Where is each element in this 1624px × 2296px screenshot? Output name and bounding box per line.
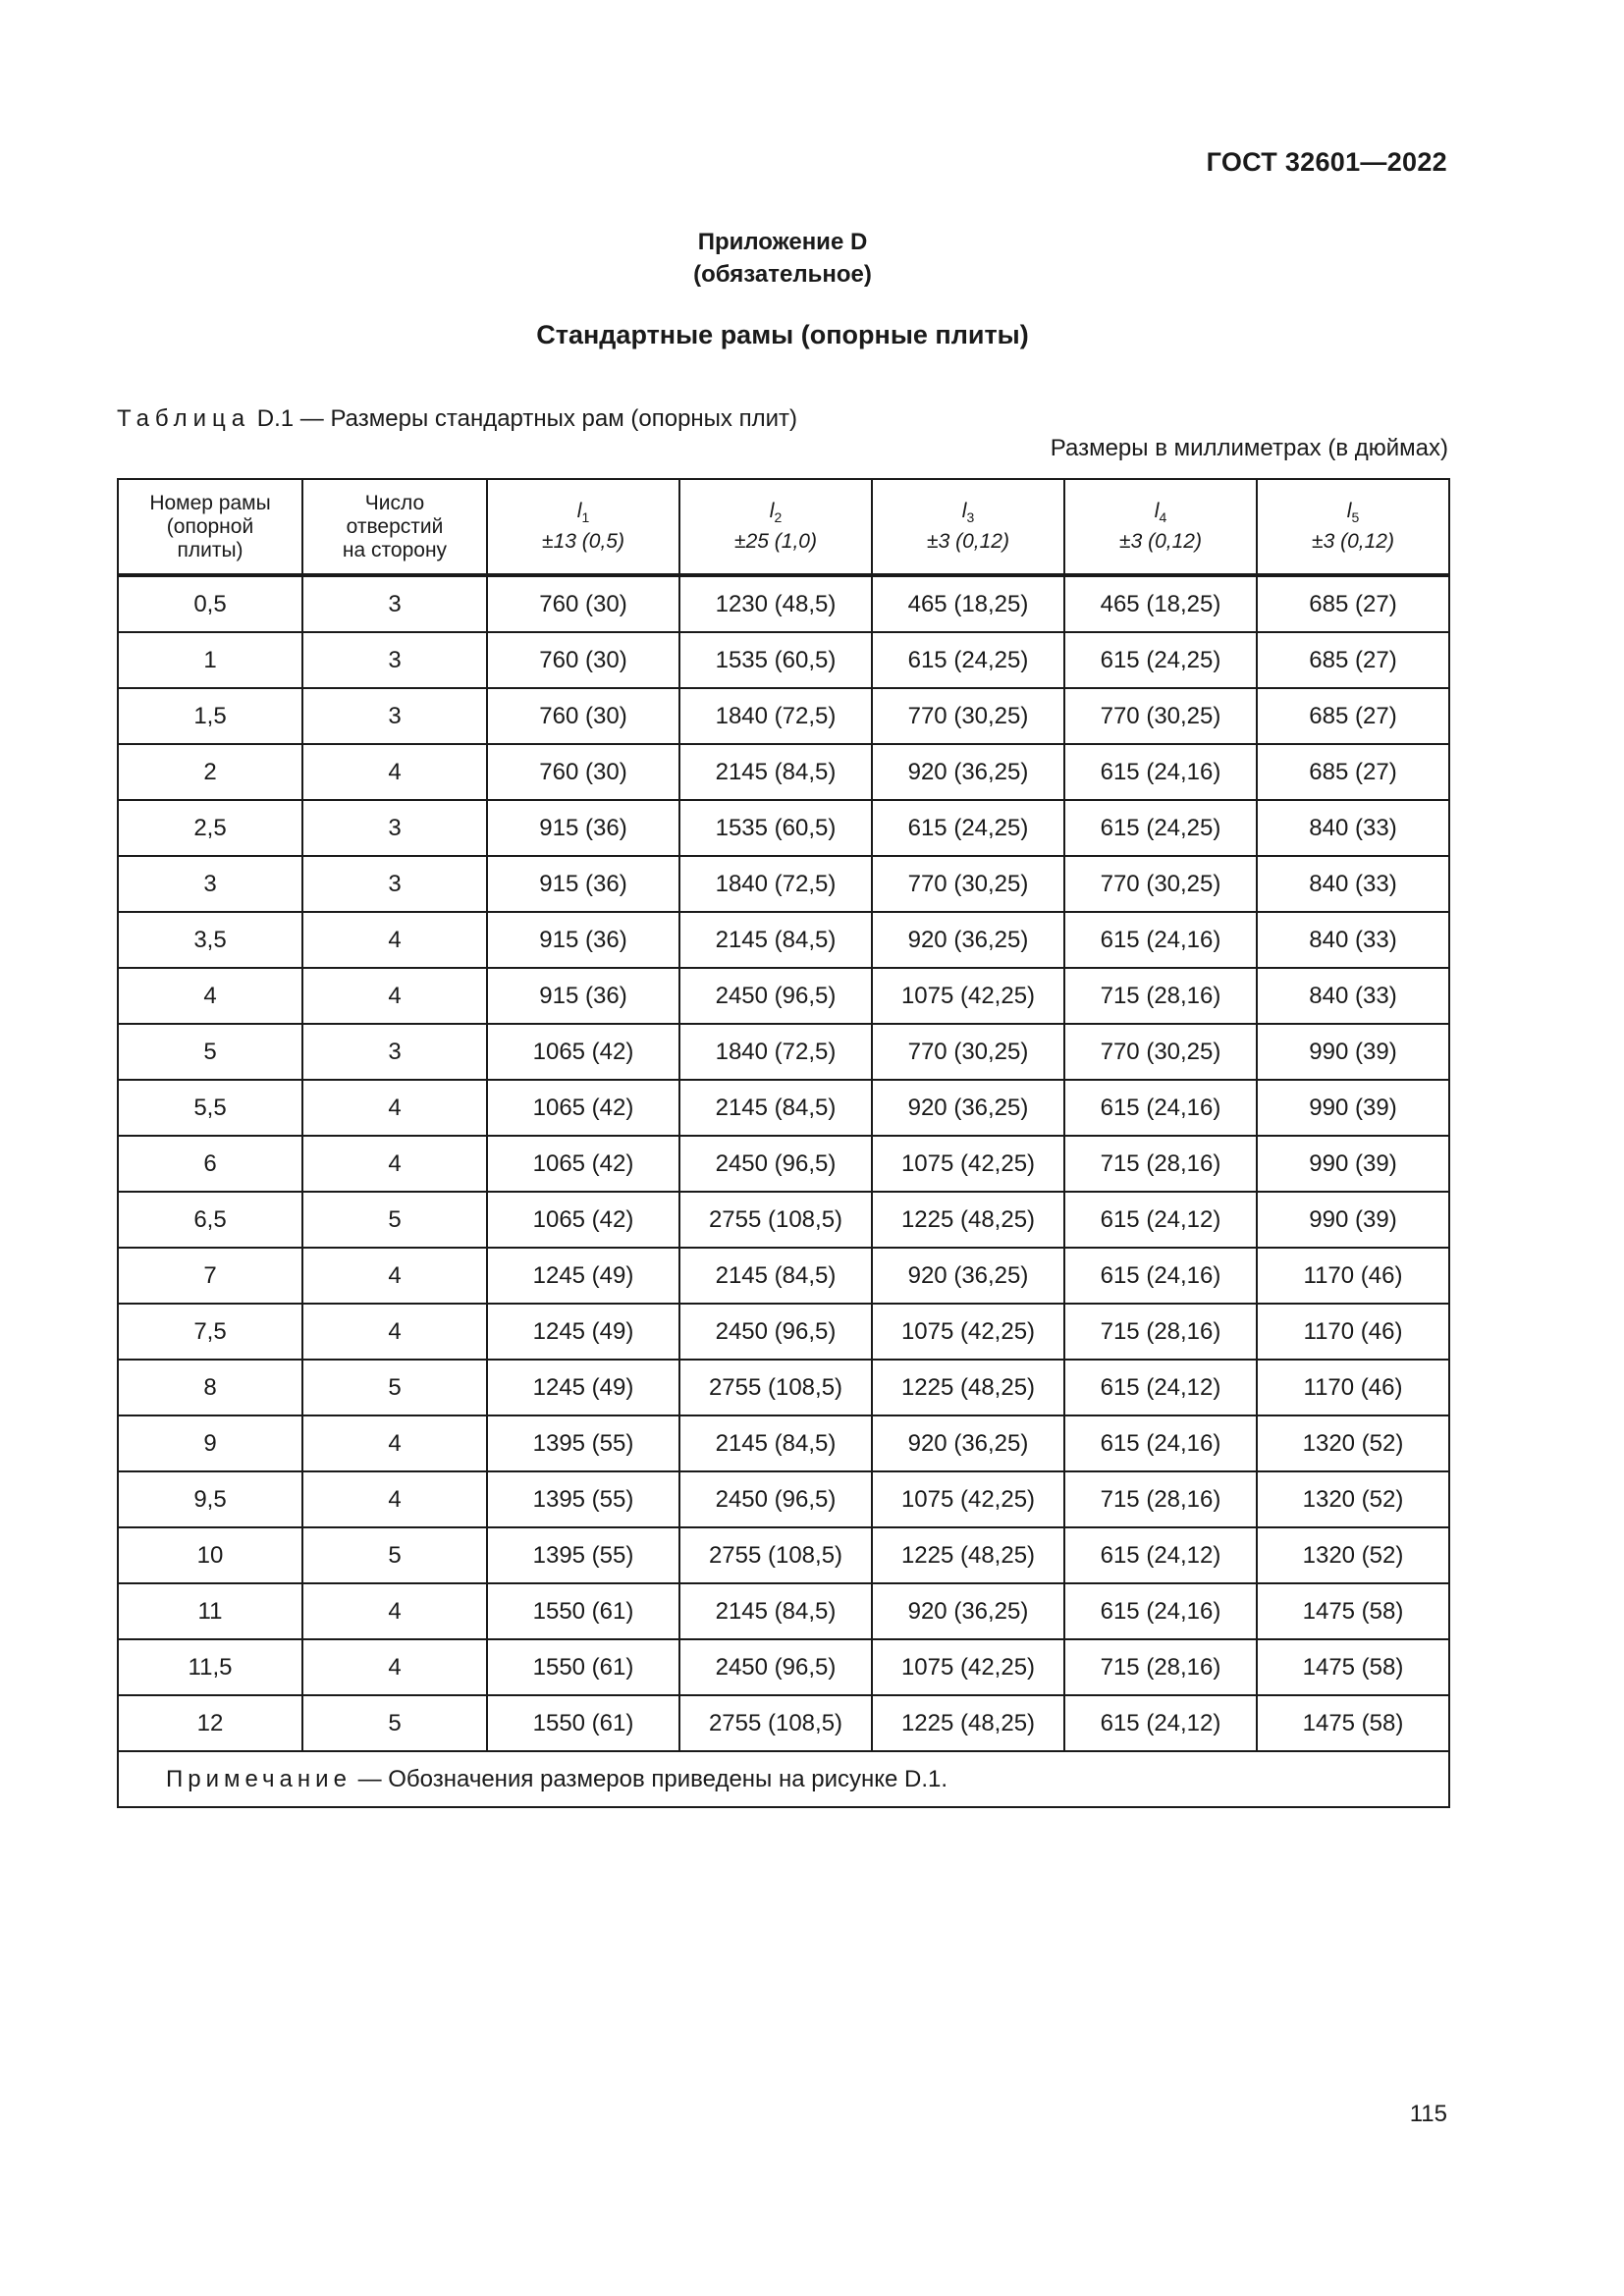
- section-title: Стандартные рамы (опорные плиты): [536, 320, 1029, 349]
- table-cell: 1075 (42,25): [872, 1639, 1064, 1695]
- table-cell: 840 (33): [1257, 856, 1449, 912]
- table-cell: 12: [118, 1695, 302, 1751]
- column-header-3: [487, 479, 679, 575]
- table-cell: 920 (36,25): [872, 1415, 1064, 1471]
- table-row: [118, 1639, 1449, 1695]
- table-cell: 920 (36,25): [872, 744, 1064, 800]
- dimension-tolerance: ±3 (0,12): [1119, 529, 1202, 553]
- table-cell: 4: [302, 1415, 487, 1471]
- table-cell: 1245 (49): [487, 1360, 679, 1415]
- table-cell: 920 (36,25): [872, 912, 1064, 968]
- column-header-4: [679, 479, 872, 575]
- table-cell: 2145 (84,5): [679, 744, 872, 800]
- table-row: [118, 1471, 1449, 1527]
- column-header-line: на сторону: [342, 538, 448, 561]
- table-cell: 1225 (48,25): [872, 1360, 1064, 1415]
- table-cell: 615 (24,16): [1064, 1248, 1257, 1304]
- table-cell: 615 (24,25): [872, 632, 1064, 688]
- table-cell: 2755 (108,5): [679, 1192, 872, 1248]
- table-cell: 0,5: [118, 575, 302, 632]
- table-cell: 615 (24,16): [1064, 1415, 1257, 1471]
- table-cell: 1075 (42,25): [872, 1304, 1064, 1360]
- table-cell: 715 (28,16): [1064, 1304, 1257, 1360]
- table-cell: 685 (27): [1257, 688, 1449, 744]
- units-note: Размеры в миллиметрах (в дюймах): [1050, 435, 1448, 461]
- table-cell: 1535 (60,5): [679, 800, 872, 856]
- table-cell: 3: [118, 856, 302, 912]
- document-code: ГОСТ 32601—2022: [1206, 147, 1447, 177]
- table-cell: 5: [118, 1024, 302, 1080]
- table-cell: 760 (30): [487, 688, 679, 744]
- table-cell: 1550 (61): [487, 1639, 679, 1695]
- table-cell: 990 (39): [1257, 1080, 1449, 1136]
- table-row: [118, 1583, 1449, 1639]
- table-cell: 615 (24,16): [1064, 1583, 1257, 1639]
- table-cell: 1: [118, 632, 302, 688]
- table-cell: 1170 (46): [1257, 1304, 1449, 1360]
- page-number: 115: [1409, 2101, 1447, 2127]
- dimension-symbol: [1065, 500, 1256, 529]
- table-cell: 990 (39): [1257, 1136, 1449, 1192]
- dimension-symbol: [873, 500, 1063, 529]
- table-cell: 1535 (60,5): [679, 632, 872, 688]
- table-cell: 1840 (72,5): [679, 856, 872, 912]
- table-cell: 1475 (58): [1257, 1583, 1449, 1639]
- table-cell: 3,5: [118, 912, 302, 968]
- table-cell: 3: [302, 856, 487, 912]
- table-cell: 770 (30,25): [872, 688, 1064, 744]
- table-cell: 4: [302, 1136, 487, 1192]
- table-cell: 760 (30): [487, 632, 679, 688]
- table-cell: 1225 (48,25): [872, 1527, 1064, 1583]
- column-header-line: (опорной: [166, 514, 254, 538]
- table-cell: 1225 (48,25): [872, 1695, 1064, 1751]
- dimension-symbol: [488, 500, 678, 529]
- table-row: [118, 1248, 1449, 1304]
- table-row: [118, 800, 1449, 856]
- table-cell: 2450 (96,5): [679, 968, 872, 1024]
- table-cell: 920 (36,25): [872, 1583, 1064, 1639]
- table-row: [118, 1136, 1449, 1192]
- table-header: [118, 479, 1449, 575]
- table-cell: 615 (24,25): [1064, 800, 1257, 856]
- column-header-5: [872, 479, 1064, 575]
- table-cell: 920 (36,25): [872, 1248, 1064, 1304]
- table-cell: 7: [118, 1248, 302, 1304]
- table-cell: 760 (30): [487, 575, 679, 632]
- appendix-status: (обязательное): [693, 261, 872, 288]
- table-cell: 2145 (84,5): [679, 1248, 872, 1304]
- table-cell: 5: [302, 1360, 487, 1415]
- table-caption: [117, 405, 797, 433]
- table-cell: 1245 (49): [487, 1304, 679, 1360]
- table-cell: 1320 (52): [1257, 1527, 1449, 1583]
- note-row: [118, 1751, 1449, 1807]
- table-cell: 1840 (72,5): [679, 1024, 872, 1080]
- table-cell: 4: [302, 912, 487, 968]
- column-header-line: отверстий: [346, 514, 444, 538]
- appendix-title: [0, 226, 1565, 291]
- table-cell: 2145 (84,5): [679, 1583, 872, 1639]
- table-row: [118, 912, 1449, 968]
- table-cell: 715 (28,16): [1064, 1136, 1257, 1192]
- table-cell: 3: [302, 632, 487, 688]
- dimension-symbol: [680, 500, 871, 529]
- table-cell: 5: [302, 1695, 487, 1751]
- table-cell: 685 (27): [1257, 575, 1449, 632]
- table-cell: 915 (36): [487, 800, 679, 856]
- table-cell: 840 (33): [1257, 800, 1449, 856]
- table-cell: 1245 (49): [487, 1248, 679, 1304]
- table-cell: 3: [302, 1024, 487, 1080]
- dimension-tolerance: ±3 (0,12): [1312, 529, 1394, 553]
- column-header-7: [1257, 479, 1449, 575]
- table-cell: 840 (33): [1257, 912, 1449, 968]
- table-row: [118, 1304, 1449, 1360]
- table-cell: 2: [118, 744, 302, 800]
- table-cell: 2145 (84,5): [679, 1415, 872, 1471]
- table-cell: 2450 (96,5): [679, 1136, 872, 1192]
- dimension-symbol-letter: l: [1346, 500, 1352, 523]
- table-cell: 770 (30,25): [1064, 688, 1257, 744]
- table-cell: 4: [302, 1471, 487, 1527]
- table-body: [118, 575, 1449, 1751]
- dimension-symbol-letter: l: [576, 500, 582, 523]
- column-header-line: Число: [364, 491, 425, 514]
- table-cell: 1170 (46): [1257, 1248, 1449, 1304]
- table-row: [118, 1360, 1449, 1415]
- table-cell: 770 (30,25): [872, 1024, 1064, 1080]
- table-row: [118, 1024, 1449, 1080]
- table-cell: 3: [302, 800, 487, 856]
- table-cell: 615 (24,12): [1064, 1695, 1257, 1751]
- table-cell: 2755 (108,5): [679, 1360, 872, 1415]
- table-row: [118, 688, 1449, 744]
- table-cell: 770 (30,25): [1064, 1024, 1257, 1080]
- table-cell: 915 (36): [487, 912, 679, 968]
- dimension-symbol-index: 3: [966, 509, 975, 526]
- table-row: [118, 744, 1449, 800]
- note-text: — Обозначения размеров приведены на рисунке D.1.: [357, 1765, 948, 1792]
- table-cell: 2450 (96,5): [679, 1639, 872, 1695]
- table-cell: 6: [118, 1136, 302, 1192]
- table-cell: 4: [302, 1583, 487, 1639]
- dimension-symbol-index: 1: [581, 509, 590, 526]
- table-caption-label: Таблица: [117, 405, 251, 432]
- table-cell: 3: [302, 688, 487, 744]
- table-cell: 2450 (96,5): [679, 1471, 872, 1527]
- table-cell: 465 (18,25): [872, 575, 1064, 632]
- table-cell: 2755 (108,5): [679, 1695, 872, 1751]
- table-cell: 1395 (55): [487, 1415, 679, 1471]
- table-cell: 685 (27): [1257, 632, 1449, 688]
- table-cell: 2,5: [118, 800, 302, 856]
- table-cell: 615 (24,12): [1064, 1360, 1257, 1415]
- table-cell: 2450 (96,5): [679, 1304, 872, 1360]
- table-cell: 465 (18,25): [1064, 575, 1257, 632]
- table-row: [118, 1695, 1449, 1751]
- table-cell: 770 (30,25): [1064, 856, 1257, 912]
- table-cell: 615 (24,12): [1064, 1192, 1257, 1248]
- column-header-2: [302, 479, 487, 575]
- table-cell: 9: [118, 1415, 302, 1471]
- table-cell: 3: [302, 575, 487, 632]
- table-cell: 11: [118, 1583, 302, 1639]
- table-cell: 10: [118, 1527, 302, 1583]
- frame-dimensions-table: [117, 478, 1450, 1808]
- column-header-6: [1064, 479, 1257, 575]
- table-cell: 1230 (48,5): [679, 575, 872, 632]
- table-cell: 715 (28,16): [1064, 1639, 1257, 1695]
- table-row: [118, 1527, 1449, 1583]
- table-row: [118, 575, 1449, 632]
- table-cell: 840 (33): [1257, 968, 1449, 1024]
- table-cell: 615 (24,16): [1064, 1080, 1257, 1136]
- table-row: [118, 968, 1449, 1024]
- table-cell: 990 (39): [1257, 1024, 1449, 1080]
- table-cell: 1065 (42): [487, 1136, 679, 1192]
- table-cell: 615 (24,16): [1064, 912, 1257, 968]
- table-cell: 685 (27): [1257, 744, 1449, 800]
- table-cell: 1320 (52): [1257, 1415, 1449, 1471]
- dimension-symbol-index: 5: [1351, 509, 1360, 526]
- table-cell: 2145 (84,5): [679, 1080, 872, 1136]
- table-cell: 5: [302, 1527, 487, 1583]
- table-cell: 615 (24,25): [1064, 632, 1257, 688]
- table-cell: 4: [302, 968, 487, 1024]
- table-cell: 11,5: [118, 1639, 302, 1695]
- table-row: [118, 856, 1449, 912]
- table-cell: 8: [118, 1360, 302, 1415]
- table-cell: 1075 (42,25): [872, 1136, 1064, 1192]
- table-cell: 990 (39): [1257, 1192, 1449, 1248]
- table-cell: 1065 (42): [487, 1192, 679, 1248]
- table-cell: 1840 (72,5): [679, 688, 872, 744]
- table-cell: 915 (36): [487, 968, 679, 1024]
- table-cell: 1475 (58): [1257, 1695, 1449, 1751]
- table-cell: 1065 (42): [487, 1080, 679, 1136]
- dimension-symbol-index: 2: [774, 509, 783, 526]
- table-cell: 615 (24,12): [1064, 1527, 1257, 1583]
- table-cell: 615 (24,16): [1064, 744, 1257, 800]
- header-row: [118, 479, 1449, 575]
- appendix-label: Приложение D: [697, 229, 868, 255]
- table-cell: 4: [302, 1080, 487, 1136]
- table-cell: 1320 (52): [1257, 1471, 1449, 1527]
- table-cell: 1395 (55): [487, 1527, 679, 1583]
- table-cell: 1075 (42,25): [872, 1471, 1064, 1527]
- column-header-1: [118, 479, 302, 575]
- note-label: Примечание: [166, 1765, 352, 1792]
- dimension-tolerance: ±3 (0,12): [927, 529, 1009, 553]
- table-cell: 5,5: [118, 1080, 302, 1136]
- table-cell: 715 (28,16): [1064, 1471, 1257, 1527]
- table-note: [118, 1751, 1449, 1807]
- column-header-line: плиты): [177, 538, 244, 561]
- column-header-line: Номер рамы: [149, 491, 271, 514]
- table-cell: 2145 (84,5): [679, 912, 872, 968]
- table-cell: 920 (36,25): [872, 1080, 1064, 1136]
- table-cell: 1475 (58): [1257, 1639, 1449, 1695]
- dimension-symbol: [1258, 500, 1448, 529]
- dimension-tolerance: ±25 (1,0): [734, 529, 817, 553]
- table-footer: [118, 1751, 1449, 1807]
- table-cell: 615 (24,25): [872, 800, 1064, 856]
- table-cell: 1395 (55): [487, 1471, 679, 1527]
- table-row: [118, 1080, 1449, 1136]
- table-cell: 715 (28,16): [1064, 968, 1257, 1024]
- table-cell: 5: [302, 1192, 487, 1248]
- dimension-symbol-letter: l: [961, 500, 967, 523]
- table-cell: 915 (36): [487, 856, 679, 912]
- dimension-symbol-letter: l: [769, 500, 775, 523]
- table-cell: 7,5: [118, 1304, 302, 1360]
- dimension-tolerance: ±13 (0,5): [542, 529, 624, 553]
- table-cell: 1075 (42,25): [872, 968, 1064, 1024]
- table-cell: 4: [302, 1304, 487, 1360]
- table-cell: 1225 (48,25): [872, 1192, 1064, 1248]
- table-cell: 4: [118, 968, 302, 1024]
- table-cell: 4: [302, 1639, 487, 1695]
- dimension-symbol-letter: l: [1154, 500, 1160, 523]
- table-cell: 6,5: [118, 1192, 302, 1248]
- table-cell: 770 (30,25): [872, 856, 1064, 912]
- table-cell: 2755 (108,5): [679, 1527, 872, 1583]
- table-cell: 1170 (46): [1257, 1360, 1449, 1415]
- table-cell: 4: [302, 1248, 487, 1304]
- table-cell: 1550 (61): [487, 1695, 679, 1751]
- table-caption-text: D.1 — Размеры стандартных рам (опорных плит): [256, 405, 797, 432]
- table-cell: 760 (30): [487, 744, 679, 800]
- table-cell: 1065 (42): [487, 1024, 679, 1080]
- table-cell: 1550 (61): [487, 1583, 679, 1639]
- table-row: [118, 1192, 1449, 1248]
- table-row: [118, 632, 1449, 688]
- table-cell: 1,5: [118, 688, 302, 744]
- table-row: [118, 1415, 1449, 1471]
- table-cell: 4: [302, 744, 487, 800]
- dimension-symbol-index: 4: [1159, 509, 1167, 526]
- table-cell: 9,5: [118, 1471, 302, 1527]
